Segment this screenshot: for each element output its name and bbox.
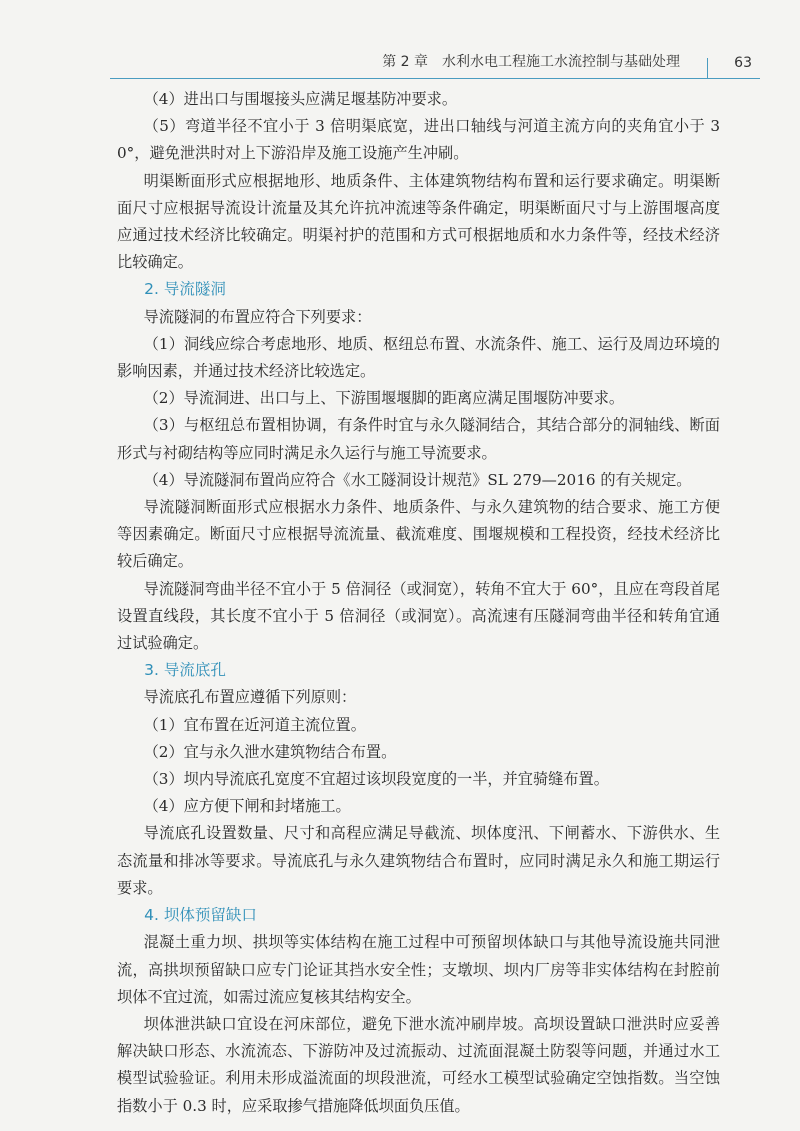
list-item: （1）宜布置在近河道主流位置。 [143,715,366,734]
paragraph: 导流底孔布置应遵循下列原则： [143,688,357,707]
list-item: （4）应方便下闸和封堵施工。 [143,797,351,816]
paragraph: 导流隧洞断面形式应根据水力条件、地质条件、与永久建筑物的结合要求、施工方便等因素确定。断面尺寸应根据导流流量、截流难度、围堰规模和工程投资，经技术经济比较后确定。 [117,498,720,571]
paragraph: 混凝土重力坝、拱坝等实体结构在施工过程中可预留坝体缺口与其他导流设施共同泄流，高拱坝预留缺口应专门论证其挡水安全性；支墩坝、坝内厂房等非实体结构在封腔前坝体不宜过流，如需过流应复核其结构安全。 [117,933,720,1006]
list-item: （3）与枢纽总布置相协调，有条件时宜与永久隧洞结合，其结合部分的洞轴线、断面形式与衬砌结构等应同时满足永久运行与施工导流要求。 [117,416,720,462]
running-header [110,48,760,79]
paragraph: 导流底孔设置数量、尺寸和高程应满足导截流、坝体度汛、下闸蓄水、下游供水、生态流量和排冰等要求。导流底孔与永久建筑物结合布置时，应同时满足永久和施工期运行要求。 [117,824,720,897]
paragraph: 坝体泄洪缺口宜设在河床部位，避免下泄水流冲刷岸坡。高坝设置缺口泄洪时应妥善解决缺口形态、水流流态、下游防冲及过流振动、过流面混凝土防裂等问题，并通过水工模型试验验证。利用未形成溢流面的坝段泄流，可经水工模型试验确定空蚀指数。当空蚀指数小于 0.3 时，应采取掺气措施降低坝面负压值。 [117,1014,720,1115]
page-body [117,86,720,1120]
chapter-title: 第 2 章 水利水电工程施工水流控制与基础处理 [382,54,680,70]
header-divider [707,58,708,78]
paragraph: 明渠断面形式应根据地形、地质条件、主体建筑物结构布置和运行要求确定。明渠断面尺寸应根据导流设计流量及其允许抗冲流速等条件确定，明渠断面尺寸与上游围堰高度应通过技术经济比较确定。明渠衬护的范围和方式可根据地质和水力条件等，经技术经济比较确定。 [117,171,720,272]
section-heading: 4. 坝体预留缺口 [144,906,257,925]
paragraph: 导流隧洞的布置应符合下列要求： [143,307,372,326]
list-item: （2）导流洞进、出口与上、下游围堰堰脚的距离应满足围堰防冲要求。 [143,389,625,408]
section-heading: 2. 导流隧洞 [144,280,226,299]
list-item: （5）弯道半径不宜小于 3 倍明渠底宽，进出口轴线与河道主流方向的夹角宜小于 30°，避免泄洪时对上下游沿岸及施工设施产生冲刷。 [117,117,720,163]
page-number: 63 [734,55,752,71]
list-item: （1）洞线应综合考虑地形、地质、枢纽总布置、水流条件、施工、运行及周边环境的影响因素，并通过技术经济比较选定。 [117,334,720,381]
list-item: （4）导流隧洞布置尚应符合《水工隧洞设计规范》SL 279—2016 的有关规定。 [143,470,692,489]
list-item: （3）坝内导流底孔宽度不宜超过该坝段宽度的一半，并宜骑缝布置。 [143,770,609,789]
paragraph: 导流隧洞弯曲半径不宜小于 5 倍洞径（或洞宽），转角不宜大于 60°，且应在弯段首尾设置直线段，其长度不宜小于 5 倍洞径（或洞宽）。高流速有压隧洞弯曲半径和转角宜通过试验确定。 [117,579,720,653]
list-item: （4）进出口与围堰接头应满足堰基防冲要求。 [143,90,458,108]
list-item: （2）宜与永久泄水建筑物结合布置。 [143,742,397,761]
section-heading: 3. 导流底孔 [144,661,226,680]
